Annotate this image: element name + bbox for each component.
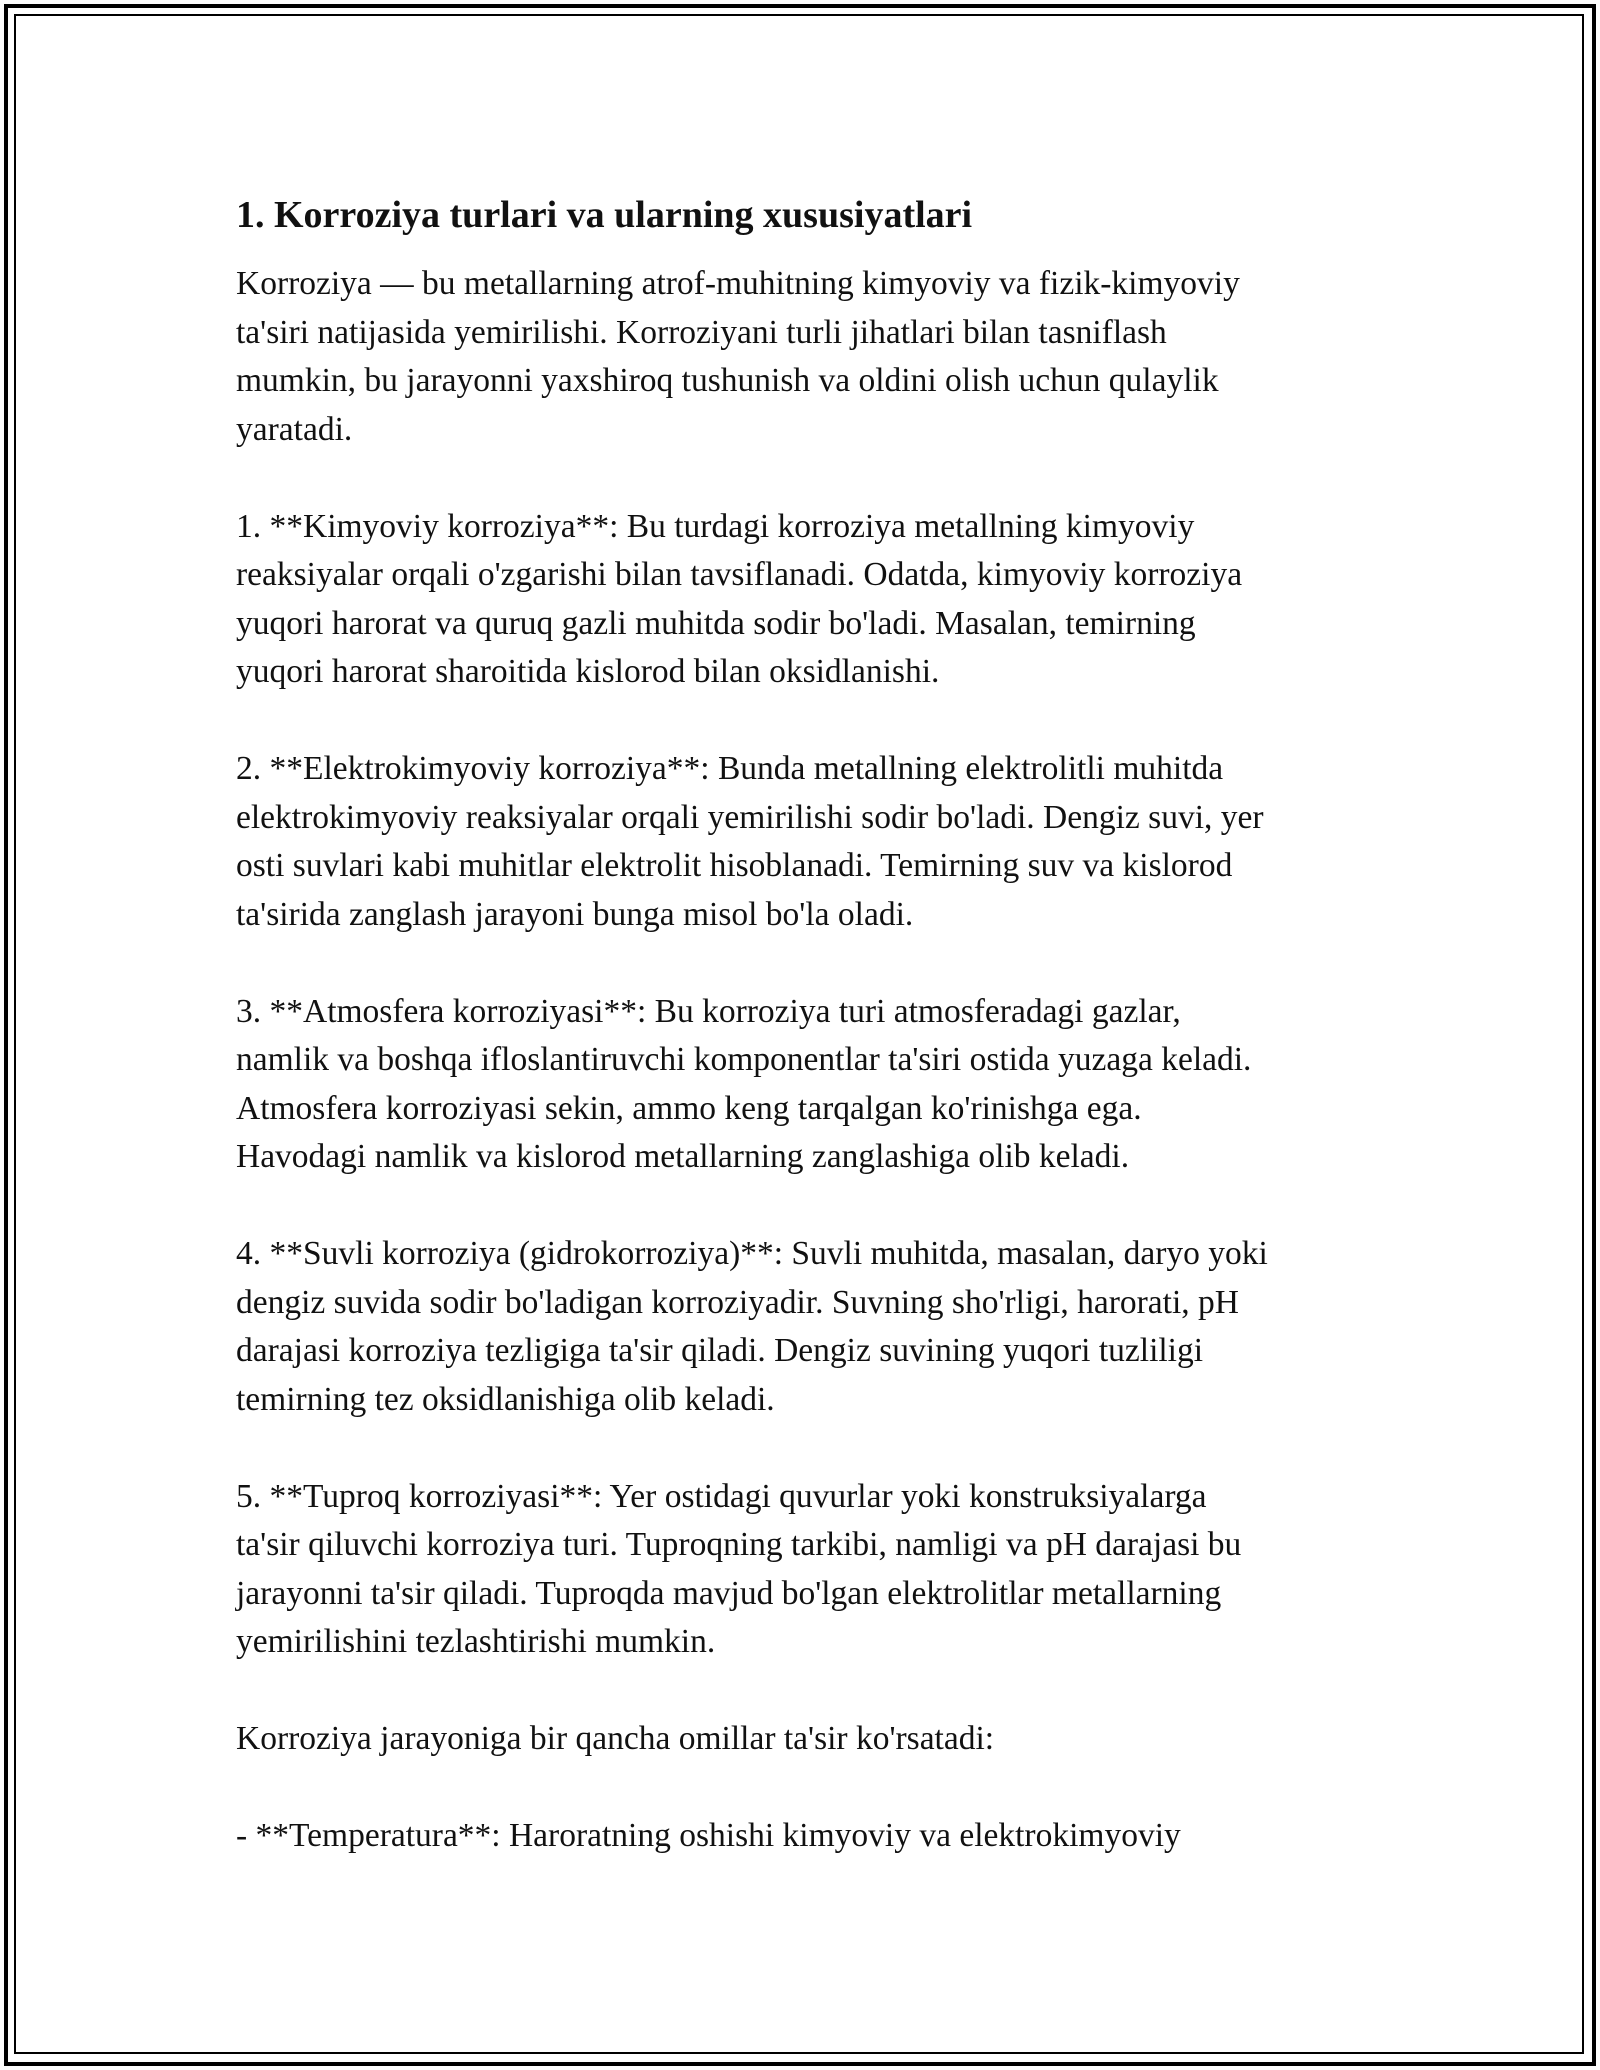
list-item-atmospheric-corrosion: 3. **Atmosfera korroziyasi**: Bu korroziya turi atmosferadagi gazlar, namlik va boshqa ifloslantiruvchi komponentlar ta'siri ostida yuzaga keladi. Atmosfera korroziyasi sekin, ammo keng tarqalgan ko'rinishga ega. Havodagi namlik va kislorod metallarning zanglashiga olib keladi. xyxy=(236,992,1252,1175)
document-body xyxy=(236,188,1386,1861)
bullet-temperature: - **Temperatura**: Haroratning oshishi kimyoviy va elektrokimyoviy xyxy=(236,1817,1181,1854)
list-item-water-corrosion: 4. **Suvli korroziya (gidrokorroziya)**: Suvli muhitda, masalan, daryo yoki dengiz suvida sodir bo'ladigan korroziyadir. Suvning sho'rligi, harorati, pH darajasi korroziya tezligiga ta'sir qiladi. Dengiz suvining yuqori tuzliligi temirning tez oksidlanishiga olib keladi. xyxy=(236,1235,1268,1418)
list-item-electrochemical-corrosion: 2. **Elektrokimyoviy korroziya**: Bunda metallning elektrolitli muhitda elektrokimyoviy reaksiyalar orqali yemirilishi sodir bo'ladi. Dengiz suvi, yer osti suvlari kabi muhitlar elektrolit hisoblanadi. Temirning suv va kislorod ta'sirida zanglash jarayoni bunga misol bo'la oladi. xyxy=(236,750,1264,933)
section-heading: 1. Korroziya turlari va ularning xususiyatlari xyxy=(236,194,973,236)
intro-paragraph: Korroziya — bu metallarning atrof-muhitning kimyoviy va fizik-kimyoviy ta'siri natijasida yemirilishi. Korroziyani turli jihatlari bilan tasniflash mumkin, bu jarayonni yaxshiroq tushunish va oldini olish uchun qulaylik yaratadi. xyxy=(236,265,1240,448)
list-item-soil-corrosion: 5. **Tuproq korroziyasi**: Yer ostidagi quvurlar yoki konstruksiyalarga ta'sir qiluvchi korroziya turi. Tuproqning tarkibi, namligi va pH darajasi bu jarayonni ta'sir qiladi. Tuproqda mavjud bo'lgan elektrolitlar metallarning yemirilishini tezlashtirishi mumkin. xyxy=(236,1477,1242,1660)
list-item-chemical-corrosion: 1. **Kimyoviy korroziya**: Bu turdagi korroziya metallning kimyoviy reaksiyalar orqali o'zgarishi bilan tavsiflanadi. Odatda, kimyoviy korroziya yuqori harorat va quruq gazli muhitda sodir bo'ladi. Masalan, temirning yuqori harorat sharoitida kislorod bilan oksidlanishi. xyxy=(236,507,1243,690)
factors-intro-paragraph: Korroziya jarayoniga bir qancha omillar ta'sir ko'rsatadi: xyxy=(236,1720,995,1757)
